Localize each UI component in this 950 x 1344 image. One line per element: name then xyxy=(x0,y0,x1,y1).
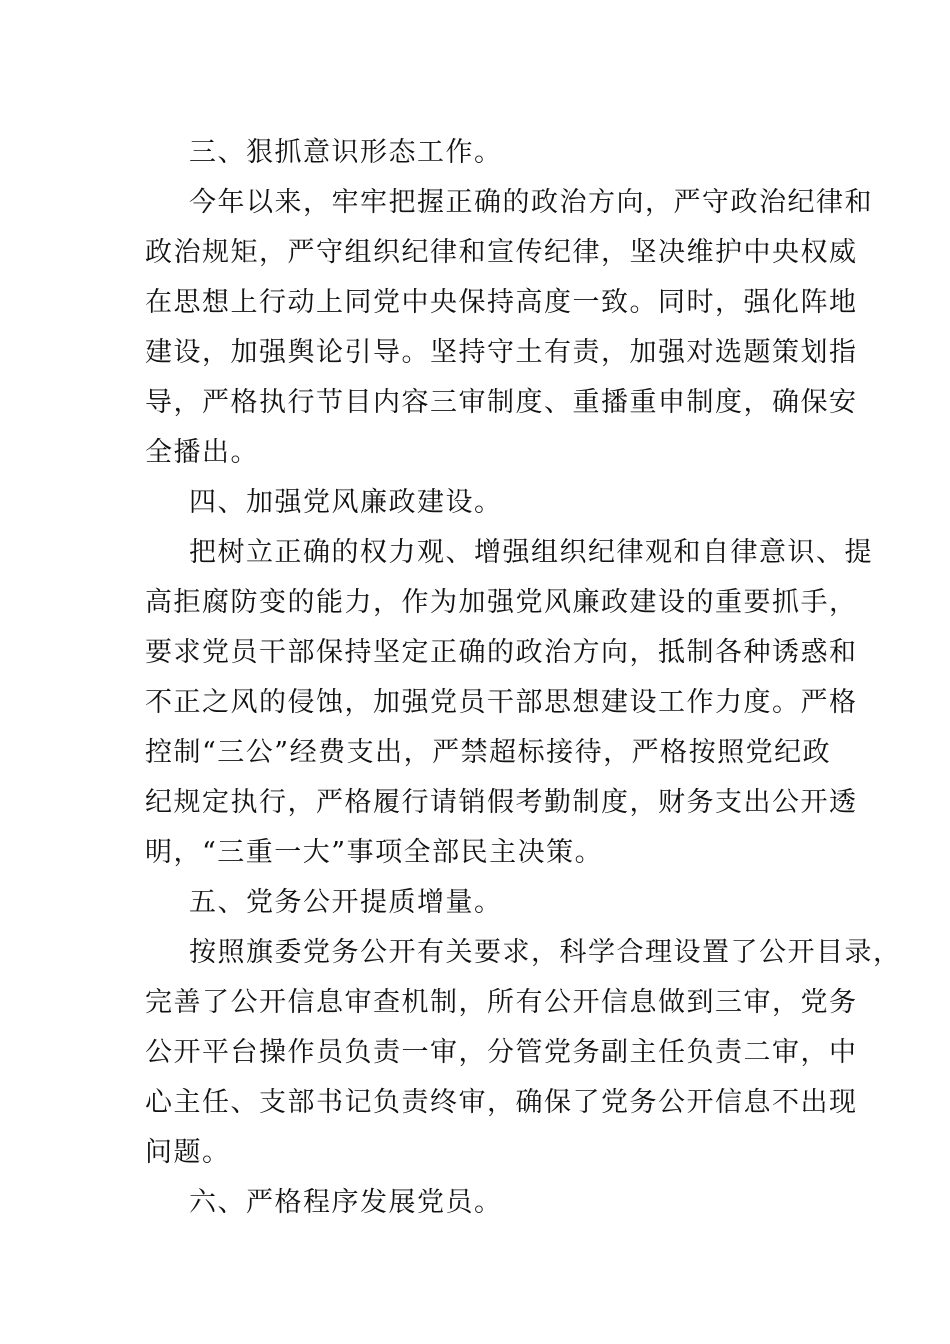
paragraph-line: 纪规定执行，严格履行请销假考勤制度，财务支出公开透 xyxy=(145,787,858,818)
paragraph-line: 今年以来，牢牢把握正确的政治方向，严守政治纪律和 xyxy=(189,187,873,218)
paragraph-line: 要求党员干部保持坚定正确的政治方向，抵制各种诱惑和 xyxy=(145,637,858,668)
section-heading: 四、加强党风廉政建设。 xyxy=(189,487,503,518)
paragraph-line: 按照旗委党务公开有关要求，科学合理设置了公开目录， xyxy=(189,937,902,968)
section-heading: 五、党务公开提质增量。 xyxy=(189,887,503,918)
paragraph-line: 公开平台操作员负责一审，分管党务副主任负责二审，中 xyxy=(145,1037,858,1068)
paragraph-line: 导，严格执行节目内容三审制度、重播重申制度，确保安 xyxy=(145,387,858,418)
paragraph-line: 把树立正确的权力观、增强组织纪律观和自律意识、提 xyxy=(189,537,873,568)
paragraph-line: 问题。 xyxy=(145,1137,231,1168)
paragraph-line: 高拒腐防变的能力，作为加强党风廉政建设的重要抓手， xyxy=(145,587,858,618)
document-body xyxy=(145,128,902,1228)
paragraph-line: 不正之风的侵蚀，加强党员干部思想建设工作力度。严格 xyxy=(145,687,858,718)
paragraph-line: 完善了公开信息审查机制，所有公开信息做到三审，党务 xyxy=(145,987,858,1018)
paragraph-line: 建设，加强舆论引导。坚持守土有责，加强对选题策划指 xyxy=(145,337,858,368)
paragraph-line: 心主任、支部书记负责终审，确保了党务公开信息不出现 xyxy=(145,1087,858,1118)
paragraph-line: 在思想上行动上同党中央保持高度一致。同时，强化阵地 xyxy=(145,287,858,318)
paragraph-line: 明，“三重一大”事项全部民主决策。 xyxy=(145,837,604,868)
paragraph-line: 控制“三公”经费支出，严禁超标接待，严格按照党纪政 xyxy=(145,737,832,768)
section-heading: 三、狠抓意识形态工作。 xyxy=(189,137,503,168)
paragraph-line: 全播出。 xyxy=(145,437,259,468)
paragraph-line: 政治规矩，严守组织纪律和宣传纪律，坚决维护中央权威 xyxy=(145,237,858,268)
section-heading: 六、严格程序发展党员。 xyxy=(189,1187,503,1218)
